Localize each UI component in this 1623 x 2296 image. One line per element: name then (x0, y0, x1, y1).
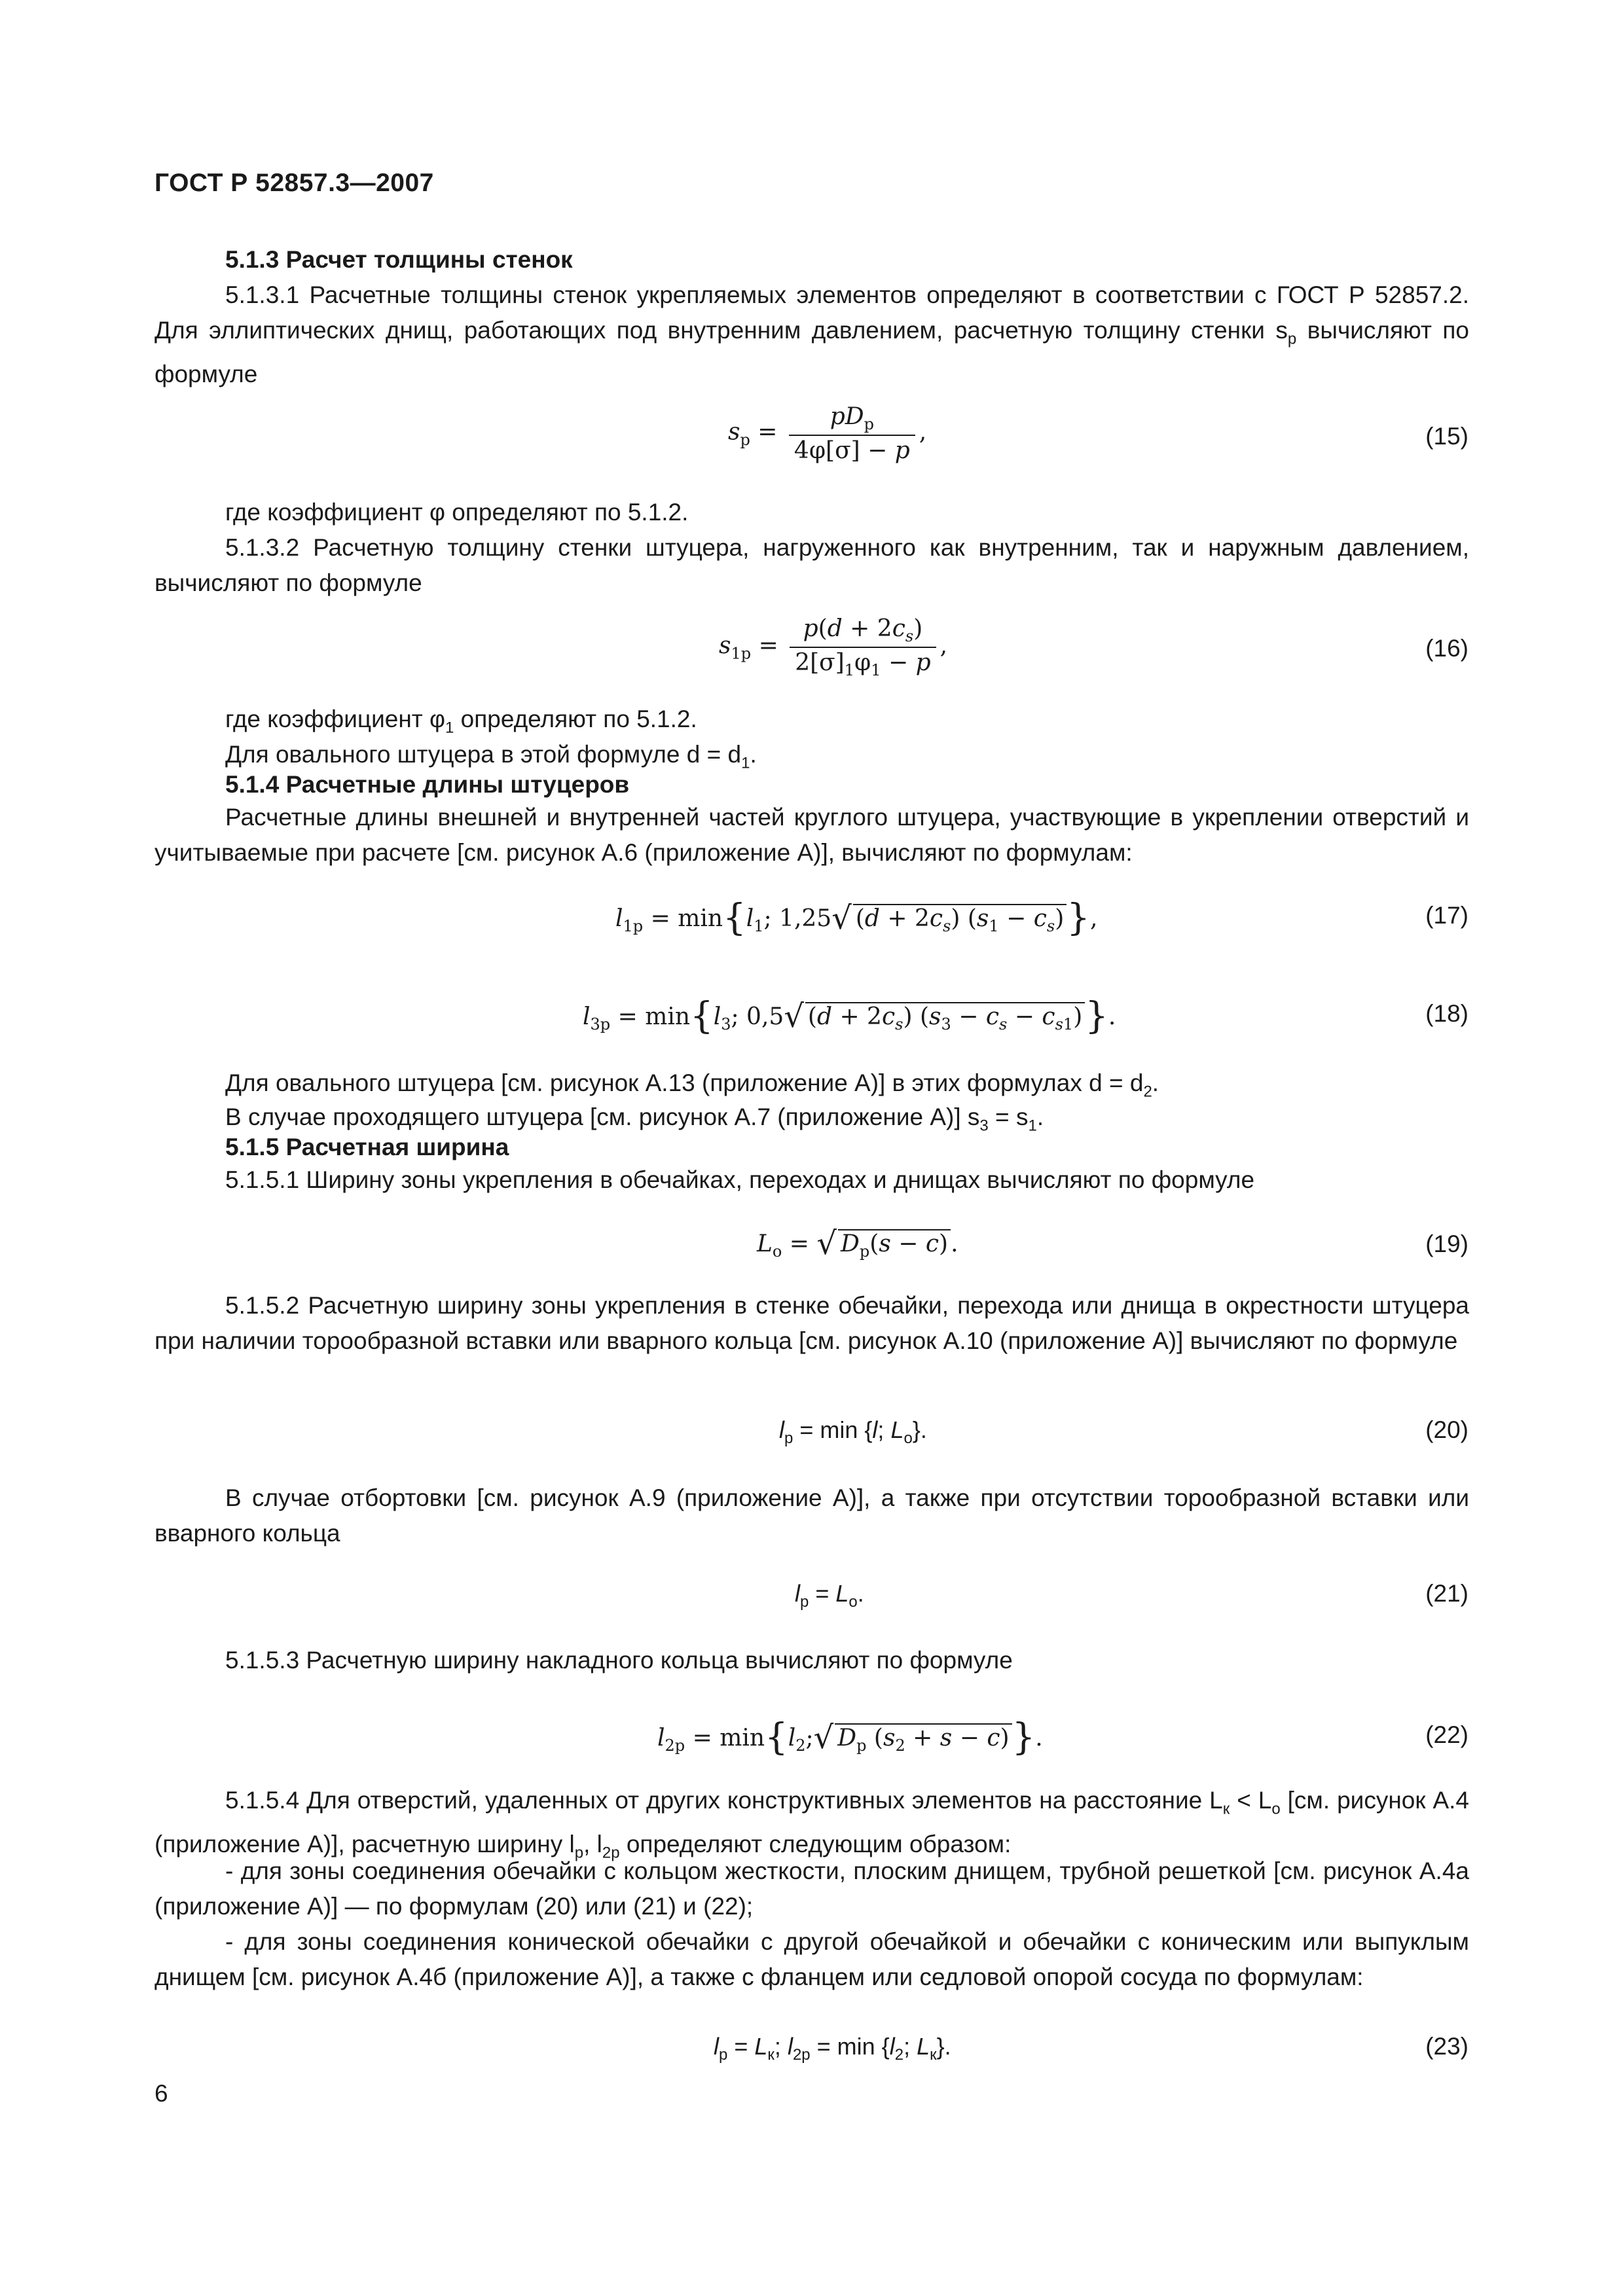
paragraph-5-1-5-2: 5.1.5.2 Расчетную ширину зоны укрепления в стенке обечайки, перехода или днища в окрестности штуцера при наличии торообразной вставки или вварного кольца [см. рисунок А.10 (приложение А)] вычисляют по формуле (155, 1292, 1469, 1354)
formula-17: $l_{1р} = \min\{l_1$; 1,25√ $(d + 2c_s)$ $(s_1 - c_s)$}, (615, 897, 1098, 939)
paragraph-5-1-5-4: 5.1.5.4 Для отверстий, удаленных от других конструктивных элементов на расстояние $L_к < L_о$ [см. рисунок А.4 (приложение А)], расчетную ширину $l_р$, $l_{2р}$ определяют следующим образом: (155, 1787, 1469, 1862)
paragraph-5-1-5-1: 5.1.5.1 Ширину зоны укрепления в обечайках, переходах и днищах вычисляют по формуле (225, 1166, 1255, 1193)
note-phi: где коэффициент φ определяют по 5.1.2. (225, 499, 689, 526)
formula-number-15: (15) (1425, 423, 1468, 450)
section-heading-5-1-4: 5.1.4 Расчетные длины штуцеров (225, 771, 630, 798)
formula-number-23: (23) (1425, 2033, 1468, 2060)
paragraph-5-1-3-1: 5.1.3.1 Расчетные толщины стенок укрепляемых элементов определяют в соответствии с ГОСТ Р 52857.2. Для эллиптических днищ, работающих под внутренним давлением, расчетную толщину стенки $s_р$ вычисляют по формуле (155, 281, 1470, 388)
formula-23: $l_р = L_к$; $l_{2р} = \min \{l_2$; $L_к$}. (714, 2033, 951, 2064)
formula-19: $L_о$ = √ $D_р(s - c)$ . (757, 1225, 958, 1262)
note-oval-d1: Для овального штуцера в этой формуле $d = d_1$. (225, 741, 757, 772)
note-through-nozzle: В случае проходящего штуцера [см. рисунок А.7 (приложение А)] $s_3 = s_1$. (225, 1103, 1044, 1135)
section-heading-5-1-5: 5.1.5 Расчетная ширина (225, 1134, 509, 1160)
paragraph-5-1-4: Расчетные длины внешней и внутренней частей круглого штуцера, участвующие в укреплении отверстий и учитываемые при расчете [см. рисунок А.6 (приложение А)], вычисляют по формулам: (155, 804, 1469, 866)
list-item-stiffening-ring: - для зоны соединения обечайки с кольцом жесткости, плоским днищем, трубной решеткой [см. рисунок А.4а (приложение А)] — по формулам (20) или (21) и (22); (155, 1857, 1469, 1920)
paragraph-5-1-5-3: 5.1.5.3 Расчетную ширину накладного кольца вычисляют по формуле (225, 1647, 1013, 1674)
formula-21: $l_р = L_о$. (795, 1580, 864, 1611)
document-header: ГОСТ Р 52857.3—2007 (155, 169, 434, 197)
formula-15: $s_р$ = $\frac{pD_р}{4\varphi[\sigma] - p}$ , (728, 403, 927, 465)
formula-18: $l_{3р} = \min\{l_3$; 0,5√ $(d + 2c_s)$ $(s_3 - c_s - c_{s1})$}. (583, 995, 1116, 1037)
note-oval-d2: Для овального штуцера [см. рисунок А.13 (приложение А)] в этих формулах $d = d_2$. (225, 1069, 1159, 1101)
formula-16: $s_{1р}$ = $\frac{p(d + 2c_s)}{2[\sigma]_1\varphi_1 - p}$ , (719, 615, 948, 680)
list-item-conical-shell: - для зоны соединения конической обечайки с другой обечайкой и обечайки с коническим или выпуклым днищем [см. рисунок А.4б (приложение А)], а также с фланцем или седловой опорой сосуда по формулам: (155, 1928, 1469, 1990)
formula-22: $l_{2р}$ = $\min\{l_2;√$ $D_р$ $(s_2 + s - c)$}. (657, 1716, 1043, 1759)
note-phi1: где коэффициент $\varphi_1$ определяют по 5.1.2. (225, 706, 697, 737)
page-number: 6 (155, 2080, 168, 2107)
formula-number-19: (19) (1425, 1230, 1468, 1257)
section-heading-5-1-3: 5.1.3 Расчет толщины стенок (225, 246, 573, 273)
paragraph-5-1-3-2: 5.1.3.2 Расчетную толщину стенки штуцера, нагруженного как внутренним, так и наружным давлением, вычисляют по формуле (155, 534, 1469, 596)
paragraph-flanging: В случае отбортовки [см. рисунок А.9 (приложение А)], а также при отсутствии торообразной вставки или вварного кольца (155, 1484, 1469, 1547)
formula-number-16: (16) (1425, 635, 1468, 662)
formula-number-20: (20) (1425, 1416, 1468, 1443)
formula-number-22: (22) (1425, 1721, 1468, 1748)
formula-number-17: (17) (1425, 902, 1468, 929)
formula-20: $l_р = \min \{l$; $L_о$}. (779, 1416, 927, 1448)
formula-number-21: (21) (1425, 1580, 1468, 1607)
formula-number-18: (18) (1425, 1000, 1468, 1027)
